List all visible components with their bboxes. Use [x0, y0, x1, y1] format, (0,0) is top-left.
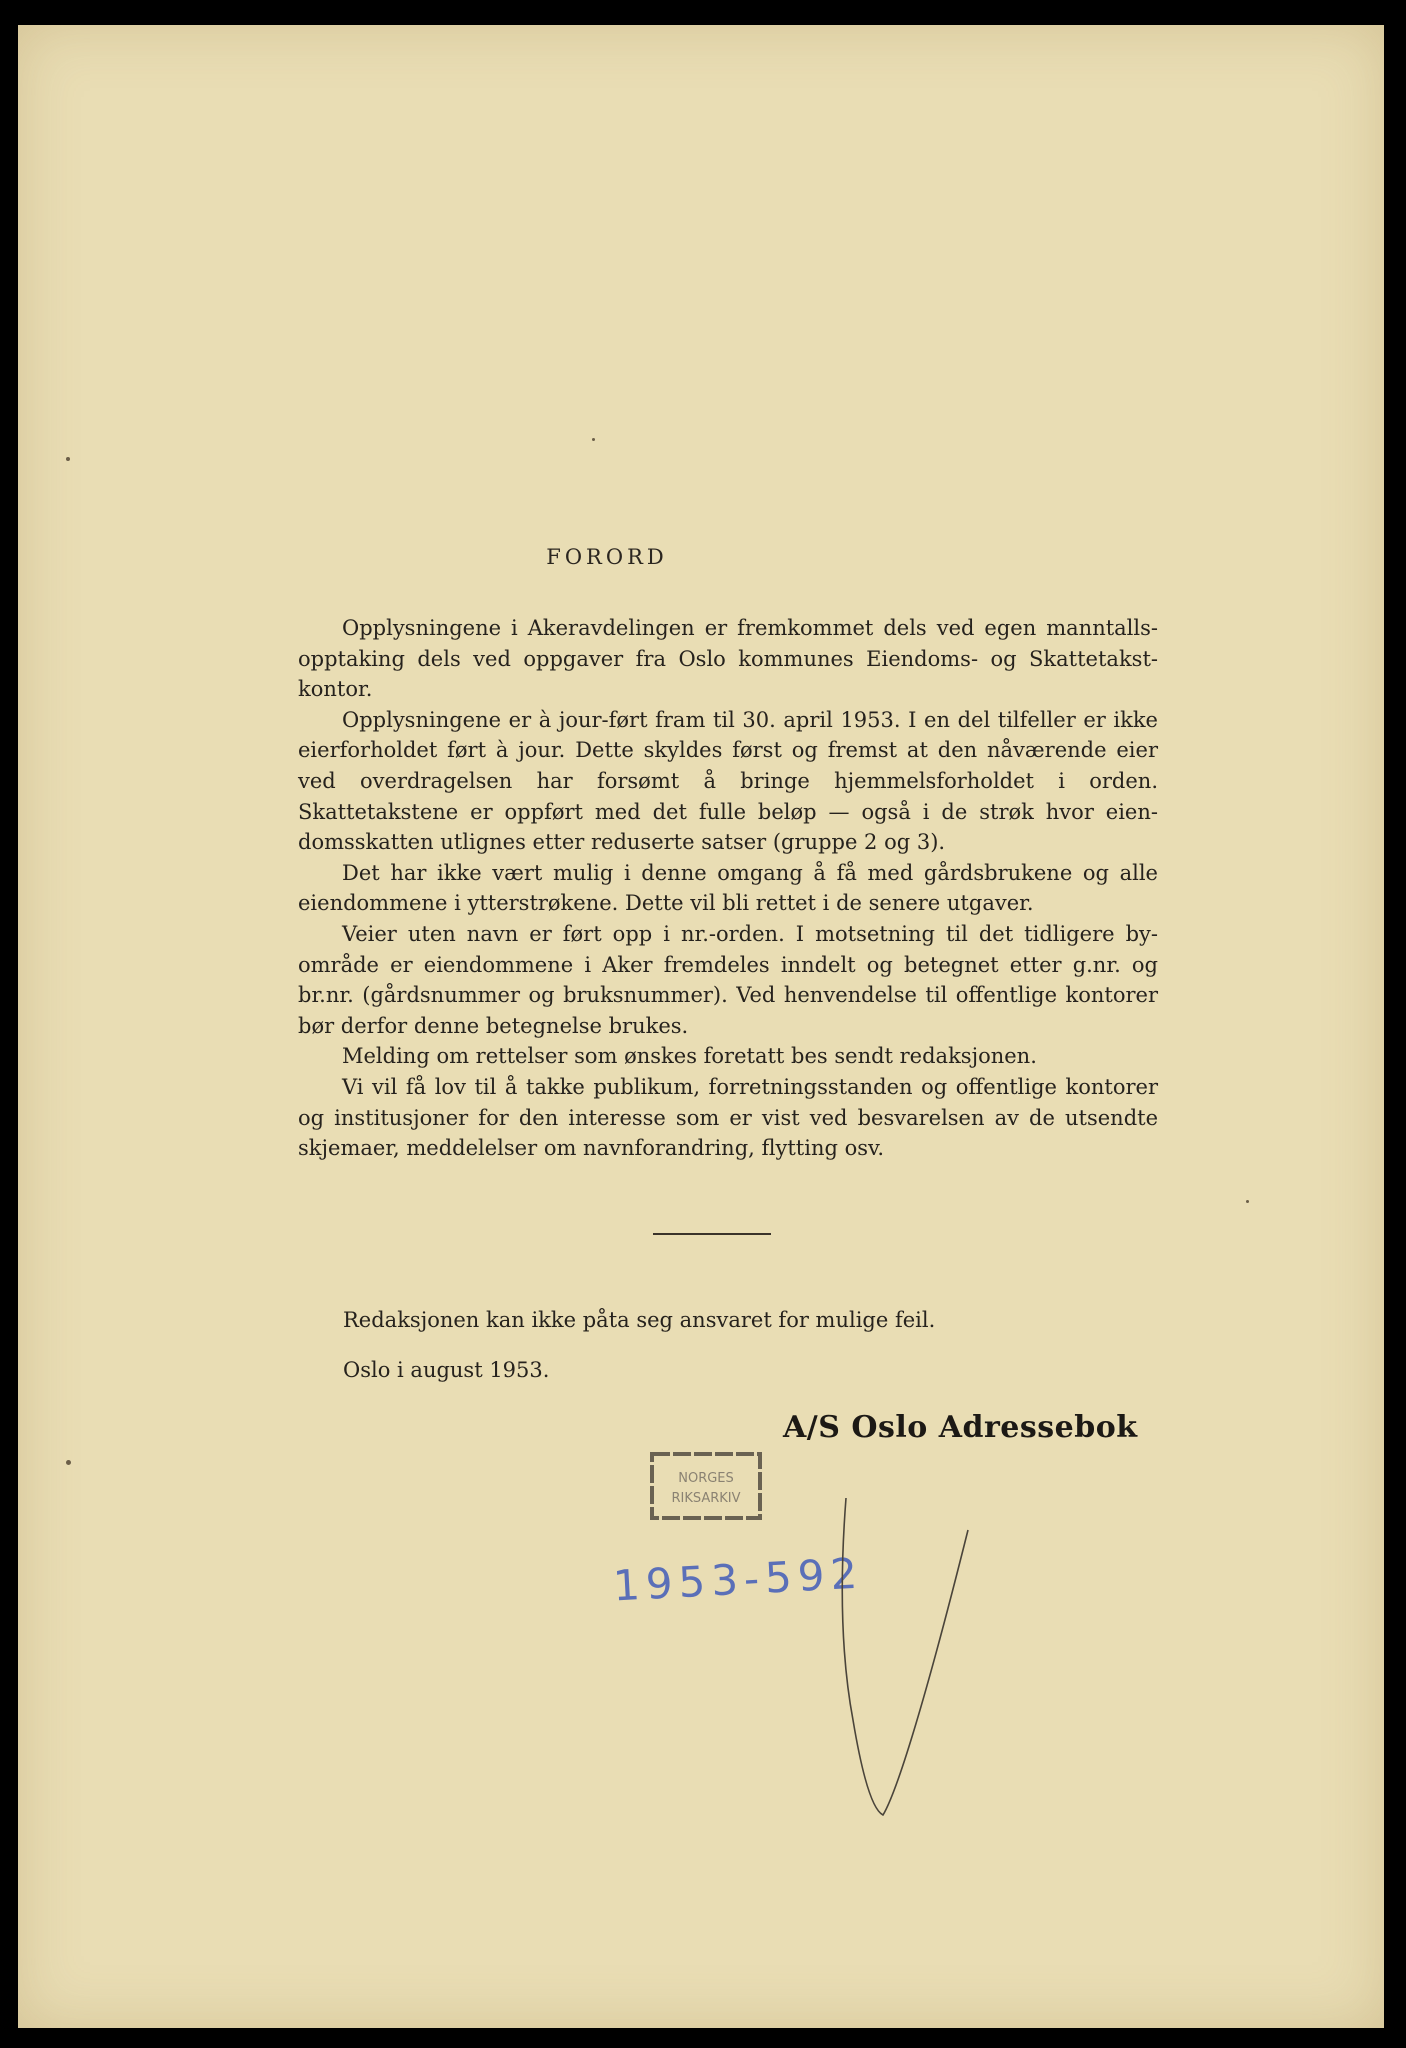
archive-stamp — [648, 1450, 766, 1522]
document-heading: FORORD — [546, 545, 668, 569]
foreword-body — [298, 613, 1158, 1164]
disclaimer-text: Redaksjonen kan ikke påta seg ansvaret for mulige feil. — [343, 1308, 936, 1332]
paper-speck — [1246, 1200, 1249, 1203]
paragraph-2: Opplysningene er à jour-ført fram til 30. april 1953. I en del tilfeller er ikke eierforholdet ført à jour. Dette skyldes først og fremst at den nåværende eier ved overdragelsen har forsømt å bringe hjemmelsforholdet i orden. Skattetakstene er oppført med det fulle beløp — også i de strøk hvor eiendomsskatten utlignes etter reduserte satser (gruppe 2 og 3). — [298, 707, 1158, 855]
stamp-line-1: NORGES — [678, 1471, 734, 1486]
handwritten-mark — [818, 1490, 998, 1830]
paragraph-6: Vi vil få lov til å takke publikum, forretningsstanden og offentlige kontorer og institusjoner for den interesse som er vist ved besvarelsen av de utsendte skjemaer, meddelelser om navnforandring, flytting osv. — [298, 1074, 1158, 1161]
paragraph-1: Opplysningene i Akeravdelingen er fremkommet dels ved egen manntallsopptaking dels ved oppgaver fra Oslo kommunes Eiendoms- og Skattetakstkontor. — [298, 616, 1158, 702]
paragraph-3: Det har ikke vært mulig i denne omgang å få med gårdsbrukene og alle eiendommene i ytterstrøkene. Dette vil bli rettet i de senere utgaver. — [298, 860, 1158, 916]
stamp-line-2: RIKSARKIV — [671, 1491, 741, 1506]
paper-speck — [592, 438, 595, 441]
section-divider — [653, 1233, 771, 1235]
paper-speck — [66, 457, 70, 461]
paragraph-4: Veier uten navn er ført opp i nr.-orden. I motsetning til det tidligere byområde er eiendommene i Aker fremdeles inndelt og betegnet etter g.nr. og br.nr. (gårdsnummer og bruksnummer). Ved henvendelse til offentlige kontorer bør derfor denne betegnelse brukes. — [298, 921, 1158, 1038]
paragraph-5: Melding om rettelser som ønskes foretatt bes sendt redaksjonen. — [342, 1044, 1037, 1069]
publisher-name: A/S Oslo Adressebok — [783, 1410, 1138, 1445]
document-page — [18, 25, 1384, 2028]
archive-number: 1953-592 — [611, 1548, 865, 1611]
place-date: Oslo i august 1953. — [343, 1358, 550, 1382]
paper-speck — [66, 1460, 71, 1465]
